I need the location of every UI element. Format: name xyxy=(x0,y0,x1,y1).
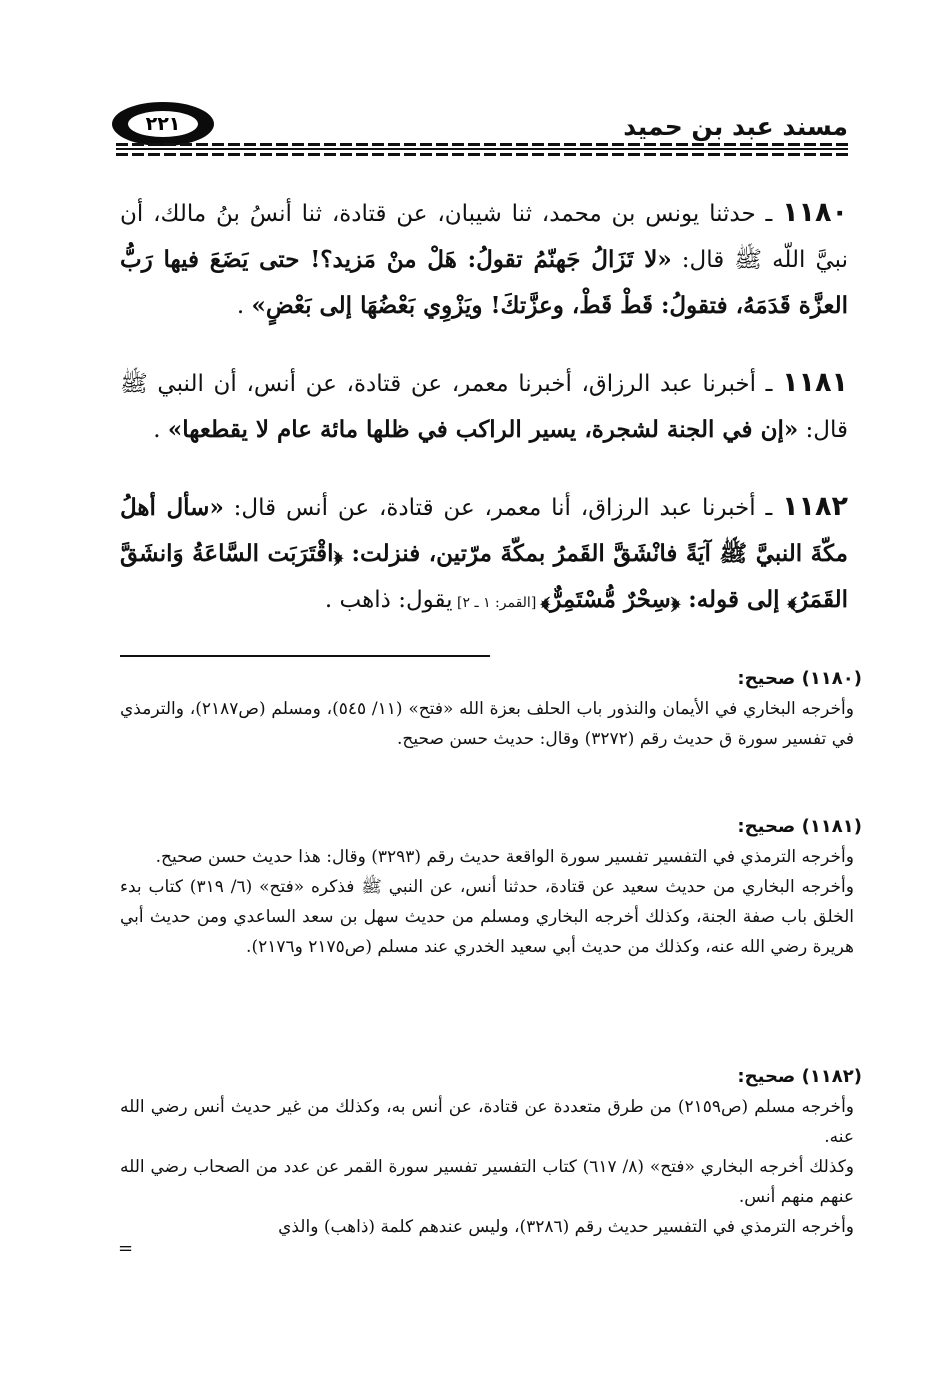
hadith-end: . xyxy=(153,417,168,443)
hadith-number: ١١٨١ xyxy=(782,367,848,398)
footnote-paragraph: وأخرجه البخاري في الأيمان والنذور باب الحلف بعزة الله «فتح» (١١/ ٥٤٥)، ومسلم (ص٢١٨٧)، والترمذي في تفسير سورة ق حديث رقم (٣٢٧٢) وقال: حديث حسن صحيح. xyxy=(120,699,854,749)
footnote-divider xyxy=(120,655,490,657)
hadith-end: . xyxy=(236,293,252,319)
header-rule-top xyxy=(116,143,848,146)
hadith-1180 xyxy=(120,190,848,329)
hadith-matn: «إن في الجنة لشجرة، يسير الراكب في ظلها مائة عام لا يقطعها» xyxy=(167,416,799,443)
quran-reference: [القمر: ١ ـ ٢] xyxy=(452,595,541,611)
hadith-end: . xyxy=(324,587,340,613)
header-rule-middle xyxy=(116,148,848,150)
footnote-heading: (١١٨١) صحيح: xyxy=(737,816,862,837)
footnote-paragraph: وأخرجه البخاري من حديث سعيد عن قتادة، حدثنا أنس، عن النبي ﷺ فذكره «فتح» (٦/ ٣١٩) كتاب بدء الخلق باب صفة الجنة، وكذلك أخرجه البخاري ومسلم من حديث سهل بن سعد الساعدي ومن حديث أبي هريرة رضي الله عنه، وكذلك من حديث أبي سعيد الخدري عند مسلم (ص٢١٧٥ و٢١٧٦). xyxy=(120,877,854,957)
header-rule-bottom xyxy=(116,153,848,156)
continuation-mark: = xyxy=(118,1238,134,1259)
footnote-1182 xyxy=(120,1062,862,1242)
hadith-isnad: ـ حدثنا يونس بن محمد، ثنا شيبان، عن قتادة، ثنا أنسُ بنُ مالك، أن نبيَّ اللّه ﷺ قال: xyxy=(120,201,848,273)
footnote-1180 xyxy=(120,664,862,754)
footnote-paragraph: وأخرجه الترمذي في التفسير حديث رقم (٣٢٨٦)، وليس عندهم كلمة (ذاهب) والذي xyxy=(278,1217,854,1237)
footnote-paragraph: وكذلك أخرجه البخاري «فتح» (٨/ ٦١٧) كتاب التفسير تفسير سورة القمر عن عدد من الصحاب رضي الله عنهم منهم أنس. xyxy=(120,1157,854,1207)
footnote-1181 xyxy=(120,812,862,962)
hadith-1181 xyxy=(120,360,848,453)
footnote-paragraph: وأخرجه مسلم (ص٢١٥٩) من طرق متعددة عن قتادة، عن أنس به، وكذلك من غير حديث أنس رضي الله عنه. xyxy=(120,1097,855,1147)
book-title: مسند عبد بن حميد xyxy=(623,112,848,141)
hadith-isnad: ـ أخبرنا عبد الرزاق، أخبرنا معمر، عن قتادة، عن أنس، أن النبي ﷺ قال: xyxy=(120,371,848,443)
footnote-heading: (١١٨٠) صحيح: xyxy=(737,668,862,689)
page-number-badge xyxy=(112,102,214,146)
footnote-heading: (١١٨٢) صحيح: xyxy=(737,1066,862,1087)
hadith-number: ١١٨٢ xyxy=(782,491,848,522)
hadith-matn: «لا تَزَالُ جَهنّمُ تقولُ: هَلْ منْ مَزيد؟! حتى يَضَعَ فيها رَبُّ العزَّة قَدَمَهُ، فتقولُ: قَطْ قَطْ، وعزَّتكَ! ويَزْوِي بَعْضُهَا إلى بَعْضٍ» xyxy=(120,246,848,319)
page-number: ٢٢١ xyxy=(128,111,198,137)
hadith-number: ١١٨٠ xyxy=(782,197,848,228)
hadith-matn: «سأل أهلُ مكّةَ النبيَّ ﷺ آيَةً فانْشَقَّ القَمرُ بمكّةَ مرّتين، فنزلت: ﴿اقْتَرَبَت السَّاعَةُ وَانشَقَّ القَمَرُ﴾ إلى قوله: ﴿سِحْرٌ مُّسْتَمِرٌّ﴾ xyxy=(120,494,848,613)
footnote-paragraph: وأخرجه الترمذي في التفسير تفسير سورة الواقعة حديث رقم (٣٢٩٣) وقال: هذا حديث حسن صحيح. xyxy=(155,847,854,867)
hadith-explanation: يقول: ذاهب xyxy=(339,587,453,613)
hadith-isnad: ـ أخبرنا عبد الرزاق، أنا معمر، عن قتادة، عن أنس قال: xyxy=(223,495,783,521)
hadith-1182 xyxy=(120,484,848,626)
